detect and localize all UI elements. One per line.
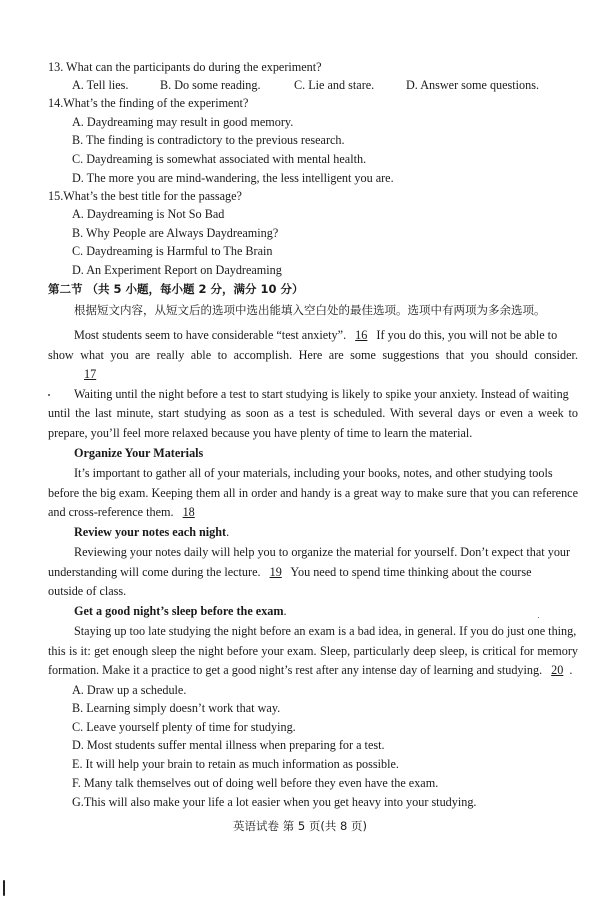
subheading-organize: Organize Your Materials xyxy=(74,446,204,460)
passage-line xyxy=(48,564,532,580)
option-d: D. Most students suffer mental illness when preparing for a test. xyxy=(72,738,385,752)
q14-question: 14.What’s the finding of the experiment? xyxy=(48,96,249,110)
q14-option-a: A. Daydreaming may result in good memory. xyxy=(72,115,294,129)
subheading-review-period: . xyxy=(226,525,230,539)
passage-text: formation. Make it a practice to get a good night’s rest after any intense day of learning and studying. xyxy=(48,663,543,677)
blank-17: 17 xyxy=(84,367,97,381)
q14-option-c: C. Daydreaming is somewhat associated with mental health. xyxy=(72,152,367,166)
passage-line: this is it: get enough sleep the night before your exam. Sleep, particularly deep sleep, is critical for memory xyxy=(48,644,578,658)
q15-option-c: C. Daydreaming is Harmful to The Brain xyxy=(72,244,273,258)
option-e: E. It will help your brain to retain as much information as possible. xyxy=(72,757,399,771)
blank-16: 16 xyxy=(355,328,368,342)
passage-line: outside of class. xyxy=(48,584,127,598)
q14-option-d: D. The more you are mind-wandering, the less intelligent you are. xyxy=(72,171,394,185)
subheading-sleep-period: . xyxy=(283,604,287,618)
passage-text: You need to spend time thinking about the course xyxy=(290,565,532,579)
passage-line: Waiting until the night before a test to start studying is likely to spike your anxiety. Instead of waiting xyxy=(74,387,569,401)
option-b: B. Learning simply doesn’t work that way. xyxy=(72,701,281,715)
q13-option-d: D. Answer some questions. xyxy=(406,78,540,92)
q13-option-a: A. Tell lies. xyxy=(72,78,129,92)
q13-option-b: B. Do some reading. xyxy=(160,78,261,92)
subheading-review xyxy=(74,524,229,540)
blank-20: 20 xyxy=(551,663,564,677)
q14-option-b: B. The finding is contradictory to the previous research. xyxy=(72,133,345,147)
subheading-sleep xyxy=(74,603,287,619)
scan-speck xyxy=(538,617,539,618)
scan-edge-mark xyxy=(3,880,5,896)
q15-option-a: A. Daydreaming is Not So Bad xyxy=(72,207,225,221)
option-g: G.This will also make your life a lot easier when you get heavy into your studying. xyxy=(72,795,477,809)
passage-line: prepare, you’ll feel more relaxed because you have plenty of time to learn the material. xyxy=(48,426,473,440)
passage-text: Most students seem to have considerable “test anxiety”. xyxy=(74,328,347,342)
passage-line: Reviewing your notes daily will help you to organize the material for yourself. Don’t expect that your xyxy=(74,545,571,559)
passage-line xyxy=(74,327,557,343)
section-instruction: 根据短文内容，从短文后的选项中选出能填入空白处的最佳选项。选项中有两项为多余选项。 xyxy=(74,303,546,317)
passage-line xyxy=(48,504,201,520)
passage-text: If you do this, you will not be able to xyxy=(376,328,558,342)
passage-line xyxy=(48,662,572,678)
subheading-sleep-text: Get a good night’s sleep before the exam xyxy=(74,604,284,618)
passage-text: and cross-reference them. xyxy=(48,505,174,519)
blank-18: 18 xyxy=(182,505,195,519)
passage-line: Staying up too late studying the night before an exam is a bad idea, in general. If you do just one thing, xyxy=(74,624,577,638)
page-footer: 英语试卷 第 5 页(共 8 页) xyxy=(233,819,367,833)
option-a: A. Draw up a schedule. xyxy=(72,683,187,697)
subheading-review-text: Review your notes each night xyxy=(74,525,227,539)
q13-question: 13. What can the participants do during the experiment? xyxy=(48,60,322,74)
scan-speck xyxy=(48,394,50,396)
q13-option-c: C. Lie and stare. xyxy=(294,78,375,92)
blank-17-line xyxy=(74,366,106,382)
q15-option-d: D. An Experiment Report on Daydreaming xyxy=(72,263,282,277)
passage-line: show what you are really able to accomplish. Here are some suggestions that you should consider. xyxy=(48,348,578,362)
blank-19: 19 xyxy=(269,565,282,579)
q15-option-b: B. Why People are Always Daydreaming? xyxy=(72,226,279,240)
passage-text: . xyxy=(569,663,573,677)
option-f: F. Many talk themselves out of doing well before they even have the exam. xyxy=(72,776,439,790)
passage-line: before the big exam. Keeping them all in order and handy is a great way to make sure that you can reference xyxy=(48,486,578,500)
option-c: C. Leave yourself plenty of time for studying. xyxy=(72,720,296,734)
passage-line: It’s important to gather all of your materials, including your books, notes, and other studying tools xyxy=(74,466,553,480)
q15-question: 15.What’s the best title for the passage? xyxy=(48,189,242,203)
section-heading: 第二节 （共 5 小题，每小题 2 分，满分 10 分） xyxy=(48,282,304,296)
passage-text: understanding will come during the lecture. xyxy=(48,565,261,579)
passage-line: until the last minute, start studying as soon as a test is scheduled. With several days or even a week to xyxy=(48,406,578,420)
